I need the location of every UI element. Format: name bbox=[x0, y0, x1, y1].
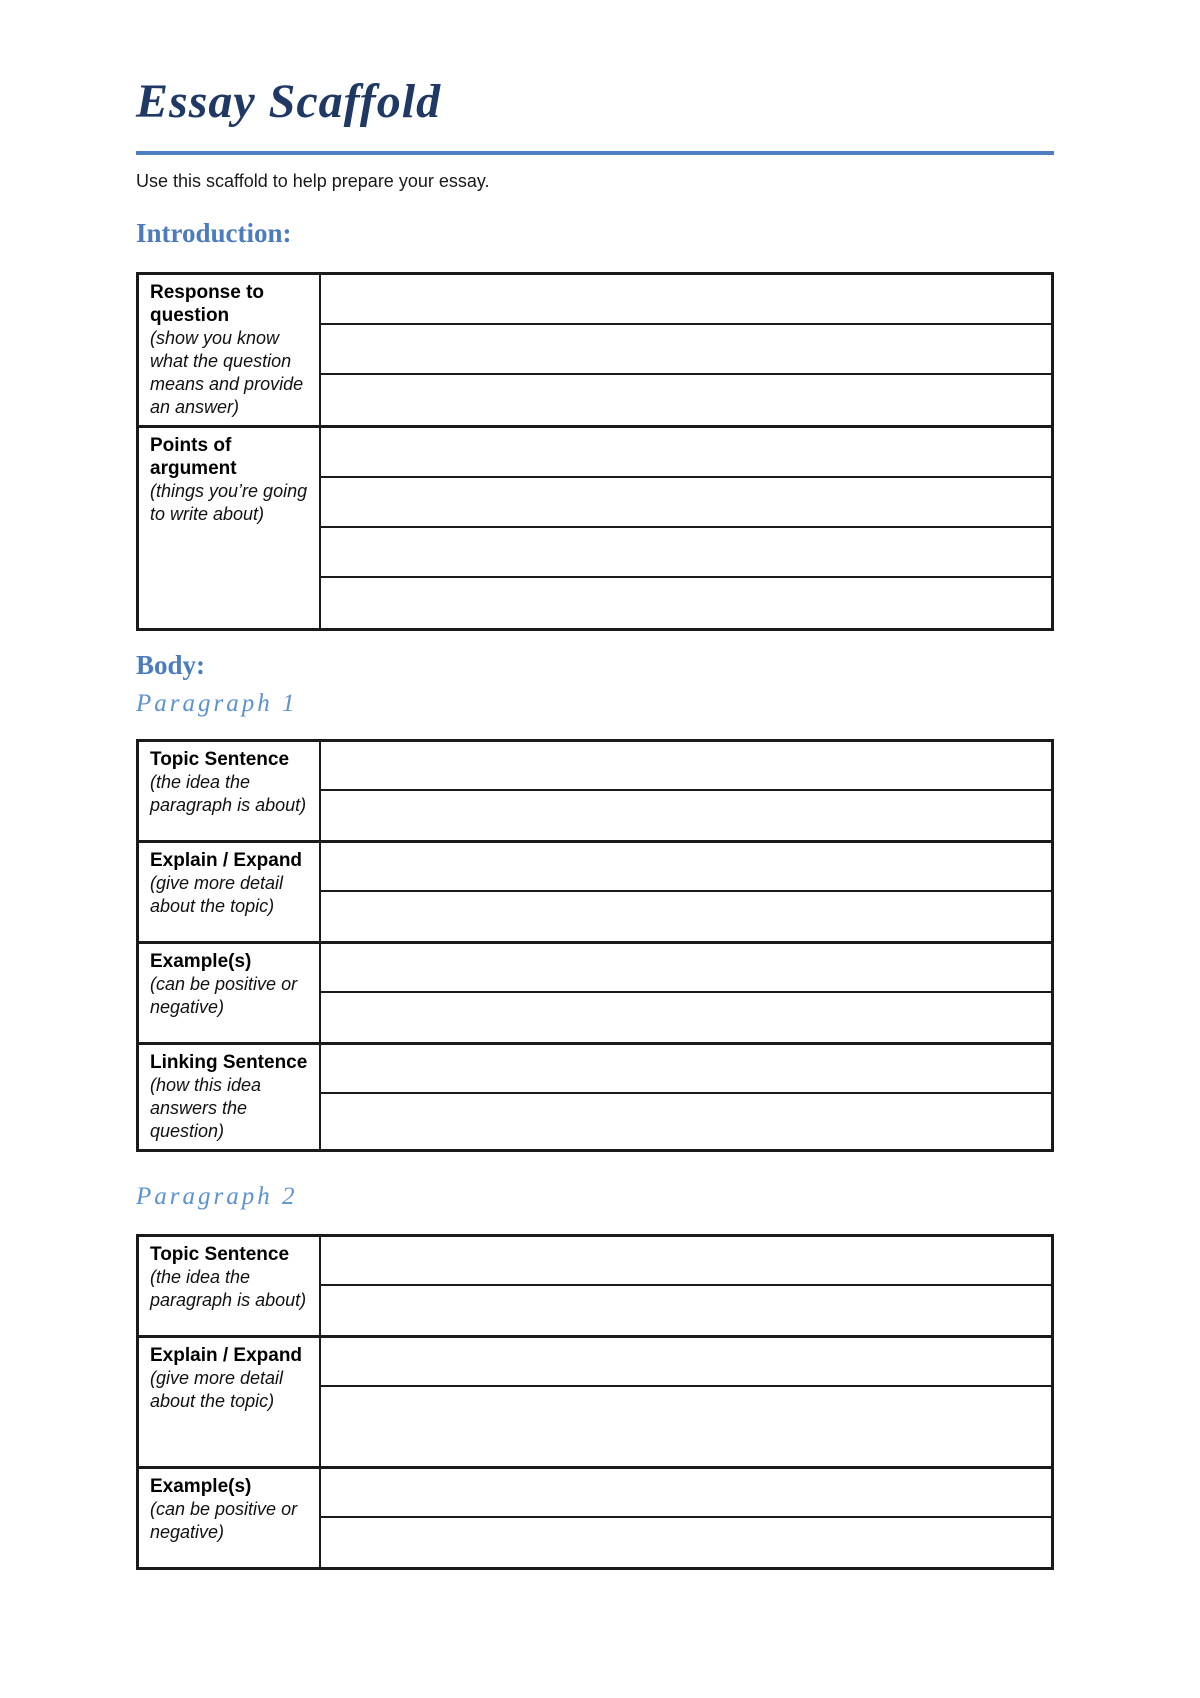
introduction-table bbox=[136, 272, 1054, 631]
answer-cell[interactable] bbox=[321, 791, 1051, 840]
answer-rows bbox=[321, 275, 1051, 425]
answer-rows bbox=[321, 428, 1051, 628]
answer-cell[interactable] bbox=[321, 892, 1051, 941]
answer-rows bbox=[321, 1045, 1051, 1149]
table-section bbox=[139, 1045, 1051, 1149]
row-label: Points of argument bbox=[150, 435, 237, 479]
answer-cell[interactable] bbox=[321, 375, 1051, 425]
answer-rows bbox=[321, 1338, 1051, 1466]
table-section bbox=[139, 742, 1051, 843]
row-hint: (can be positive or negative) bbox=[150, 1499, 298, 1542]
row-label-cell bbox=[139, 843, 321, 941]
page-title: Essay Scaffold bbox=[136, 75, 442, 128]
table-section bbox=[139, 428, 1051, 628]
document-content bbox=[136, 74, 1054, 1570]
answer-cell[interactable] bbox=[321, 478, 1051, 528]
row-label-cell bbox=[139, 1045, 321, 1149]
row-label: Topic Sentence bbox=[150, 749, 290, 770]
answer-cell[interactable] bbox=[321, 275, 1051, 325]
row-label: Example(s) bbox=[150, 1476, 252, 1497]
answer-cell[interactable] bbox=[321, 944, 1051, 993]
row-hint: (the idea the paragraph is about) bbox=[150, 772, 307, 815]
answer-cell[interactable] bbox=[321, 1094, 1051, 1143]
table-section bbox=[139, 944, 1051, 1045]
answer-cell[interactable] bbox=[321, 843, 1051, 892]
table-section bbox=[139, 275, 1051, 428]
answer-cell[interactable] bbox=[321, 993, 1051, 1042]
answer-cell[interactable] bbox=[321, 1338, 1051, 1387]
intro-paragraph: Use this scaffold to help prepare your essay. bbox=[136, 171, 490, 191]
row-label-cell bbox=[139, 428, 321, 628]
row-hint: (give more detail about the topic) bbox=[150, 1368, 284, 1411]
answer-cell[interactable] bbox=[321, 1387, 1051, 1466]
title-underline-rule bbox=[136, 151, 1054, 155]
heading-introduction: Introduction: bbox=[136, 218, 292, 248]
paragraph-2-table bbox=[136, 1234, 1054, 1570]
row-label: Topic Sentence bbox=[150, 1244, 290, 1265]
heading-paragraph-2: Paragraph 2 bbox=[136, 1183, 298, 1210]
heading-body: Body: bbox=[136, 650, 206, 680]
answer-rows bbox=[321, 944, 1051, 1042]
row-label: Explain / Expand bbox=[150, 1345, 303, 1366]
table-section bbox=[139, 1338, 1051, 1469]
answer-cell[interactable] bbox=[321, 1237, 1051, 1286]
row-label: Explain / Expand bbox=[150, 850, 303, 871]
table-section bbox=[139, 843, 1051, 944]
row-hint: (can be positive or negative) bbox=[150, 974, 298, 1017]
row-label: Linking Sentence bbox=[150, 1052, 308, 1073]
answer-cell[interactable] bbox=[321, 1469, 1051, 1518]
row-hint: (how this idea answers the question) bbox=[150, 1075, 262, 1141]
row-hint: (the idea the paragraph is about) bbox=[150, 1267, 307, 1310]
answer-rows bbox=[321, 1237, 1051, 1335]
row-hint: (things you’re going to write about) bbox=[150, 481, 308, 524]
row-hint: (give more detail about the topic) bbox=[150, 873, 284, 916]
answer-cell[interactable] bbox=[321, 742, 1051, 791]
answer-cell[interactable] bbox=[321, 528, 1051, 578]
answer-cell[interactable] bbox=[321, 428, 1051, 478]
row-label-cell bbox=[139, 742, 321, 840]
table-section bbox=[139, 1237, 1051, 1338]
answer-cell[interactable] bbox=[321, 1518, 1051, 1567]
answer-cell[interactable] bbox=[321, 1286, 1051, 1335]
answer-cell[interactable] bbox=[321, 578, 1051, 628]
row-label: Response to question bbox=[150, 282, 265, 326]
answer-rows bbox=[321, 742, 1051, 840]
row-label: Example(s) bbox=[150, 951, 252, 972]
row-hint: (show you know what the question means and provide an answer) bbox=[150, 328, 304, 417]
answer-rows bbox=[321, 1469, 1051, 1567]
heading-paragraph-1: Paragraph 1 bbox=[136, 690, 298, 717]
answer-cell[interactable] bbox=[321, 325, 1051, 375]
answer-cell[interactable] bbox=[321, 1045, 1051, 1094]
row-label-cell bbox=[139, 1237, 321, 1335]
row-label-cell bbox=[139, 1338, 321, 1466]
row-label-cell bbox=[139, 944, 321, 1042]
row-label-cell bbox=[139, 1469, 321, 1567]
paragraph-1-table bbox=[136, 739, 1054, 1152]
row-label-cell bbox=[139, 275, 321, 425]
answer-rows bbox=[321, 843, 1051, 941]
table-section bbox=[139, 1469, 1051, 1567]
